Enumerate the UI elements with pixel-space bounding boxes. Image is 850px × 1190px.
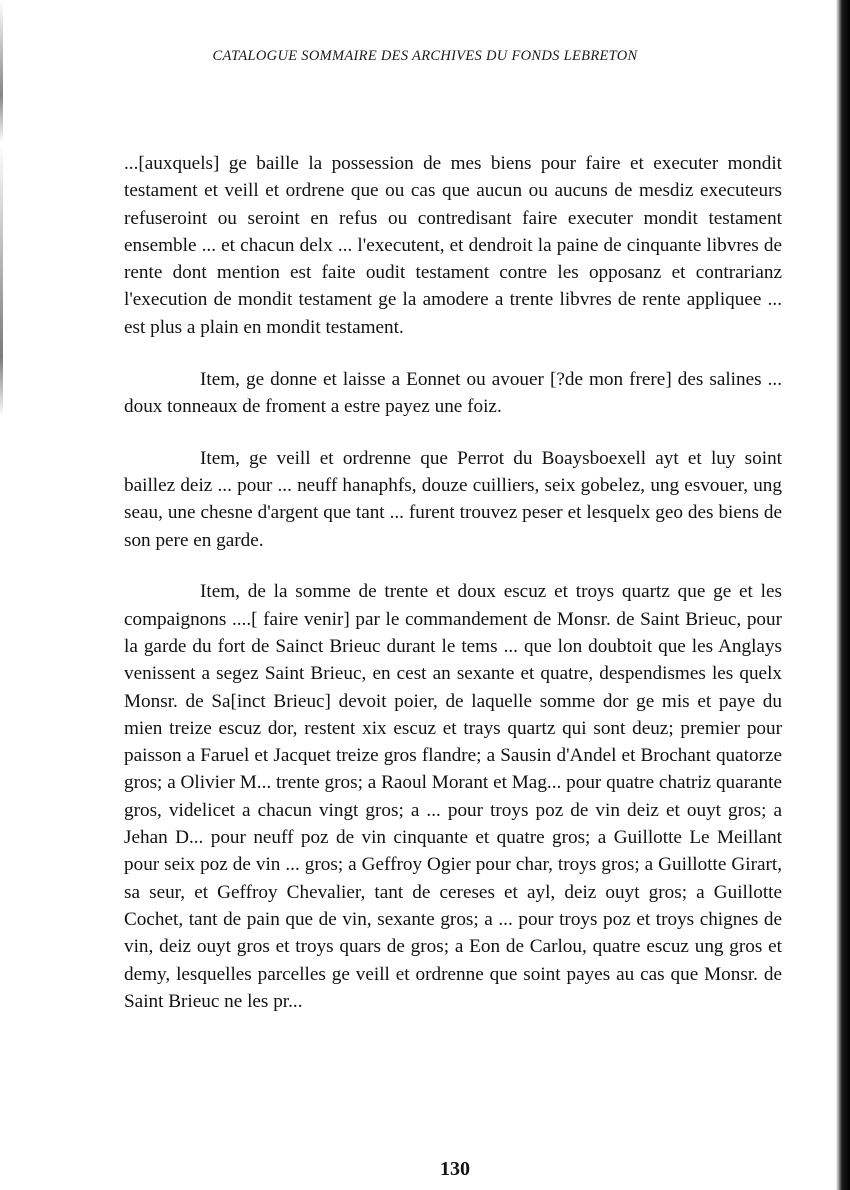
running-header: CATALOGUE SOMMAIRE DES ARCHIVES DU FONDS LEBRETON (212, 48, 638, 64)
paragraph-2: Item, ge donne et laisse a Eonnet ou avouer [?de mon frere] des salines ... doux tonneaux de froment a estre payez une foiz. (124, 368, 782, 417)
page-edge-left (0, 0, 3, 1190)
page-number: 130 (440, 1158, 470, 1180)
page-edge-right (830, 0, 850, 1190)
paragraph-4: Item, de la somme de trente et doux escuz et troys quartz que ge et les compaignons ....[ faire venir] par le commandement de Monsr. de Saint Brieuc, pour la garde du fort de Sainct Brieuc durant le tems ... que lon doubtoit que les Anglays venissent a segez Saint Brieuc, en cest an sexante et quatre, despendismes les quelx Monsr. de Sa[inct Brieuc] devoit poier, de laquelle somme dor ge mis et paye du mien treize escuz dor, restent xix escuz et trays quartz qui sont deuz; premier pour paisson a Faruel et Jacquet treize gros flandre; a Sausin d'Andel et Brochant quatorze gros; a Olivier M... trente gros; a Raoul Morant et Mag... pour quatre chatriz quarante gros, videlicet a chacun vingt gros; a ... pour troys poz de vin deiz et ouyt gros; a Jehan D... pour neuff poz de vin cinquante et quatre gros; a Guillotte Le Meillant pour seix poz de vin ... gros; a Geffroy Ogier pour char, troys gros; a Guillotte Girart, sa seur, et Geffroy Chevalier, tant de cereses et ayl, deiz ouyt gros; a Guillotte Cochet, tant de pain que de vin, sexante gros; a ... pour troys poz et troys chignes de vin, deiz ouyt gros et troys quars de gros; a Eon de Carlou, quatre escuz ung gros et demy, lesquelles parcelles ge veill et ordrenne que soint payes au cas que Monsr. de Saint Brieuc ne les pr... (124, 581, 782, 1012)
paragraph-1: ...[auxquels] ge baille la possession de mes biens pour faire et executer mondit testament et veill et ordrene que ou cas que aucun ou aucuns de mesdiz executeurs refuseroint ou seroint en refus ou contredisant faire executer mondit testament ensemble ... et chacun delx ... l'executent, et dendroit la paine de cinquante libvres de rente dont mention est faite oudit testament contre les opposanz et contrarianz l'execution de mondit testament ge la amodere a trente libvres de rente appliquee ... est plus a plain en mondit testament. (124, 153, 782, 338)
document-body (124, 150, 782, 1015)
paragraph-3: Item, ge veill et ordrenne que Perrot du Boaysboexell ayt et luy soint baillez deiz ... pour ... neuff hanaphfs, douze cuilliers, seix gobelez, ung esvouer, ung seau, une chesne d'argent que tant ... furent trouvez peser et lesquelx geo des biens de son pere en garde. (124, 447, 782, 551)
